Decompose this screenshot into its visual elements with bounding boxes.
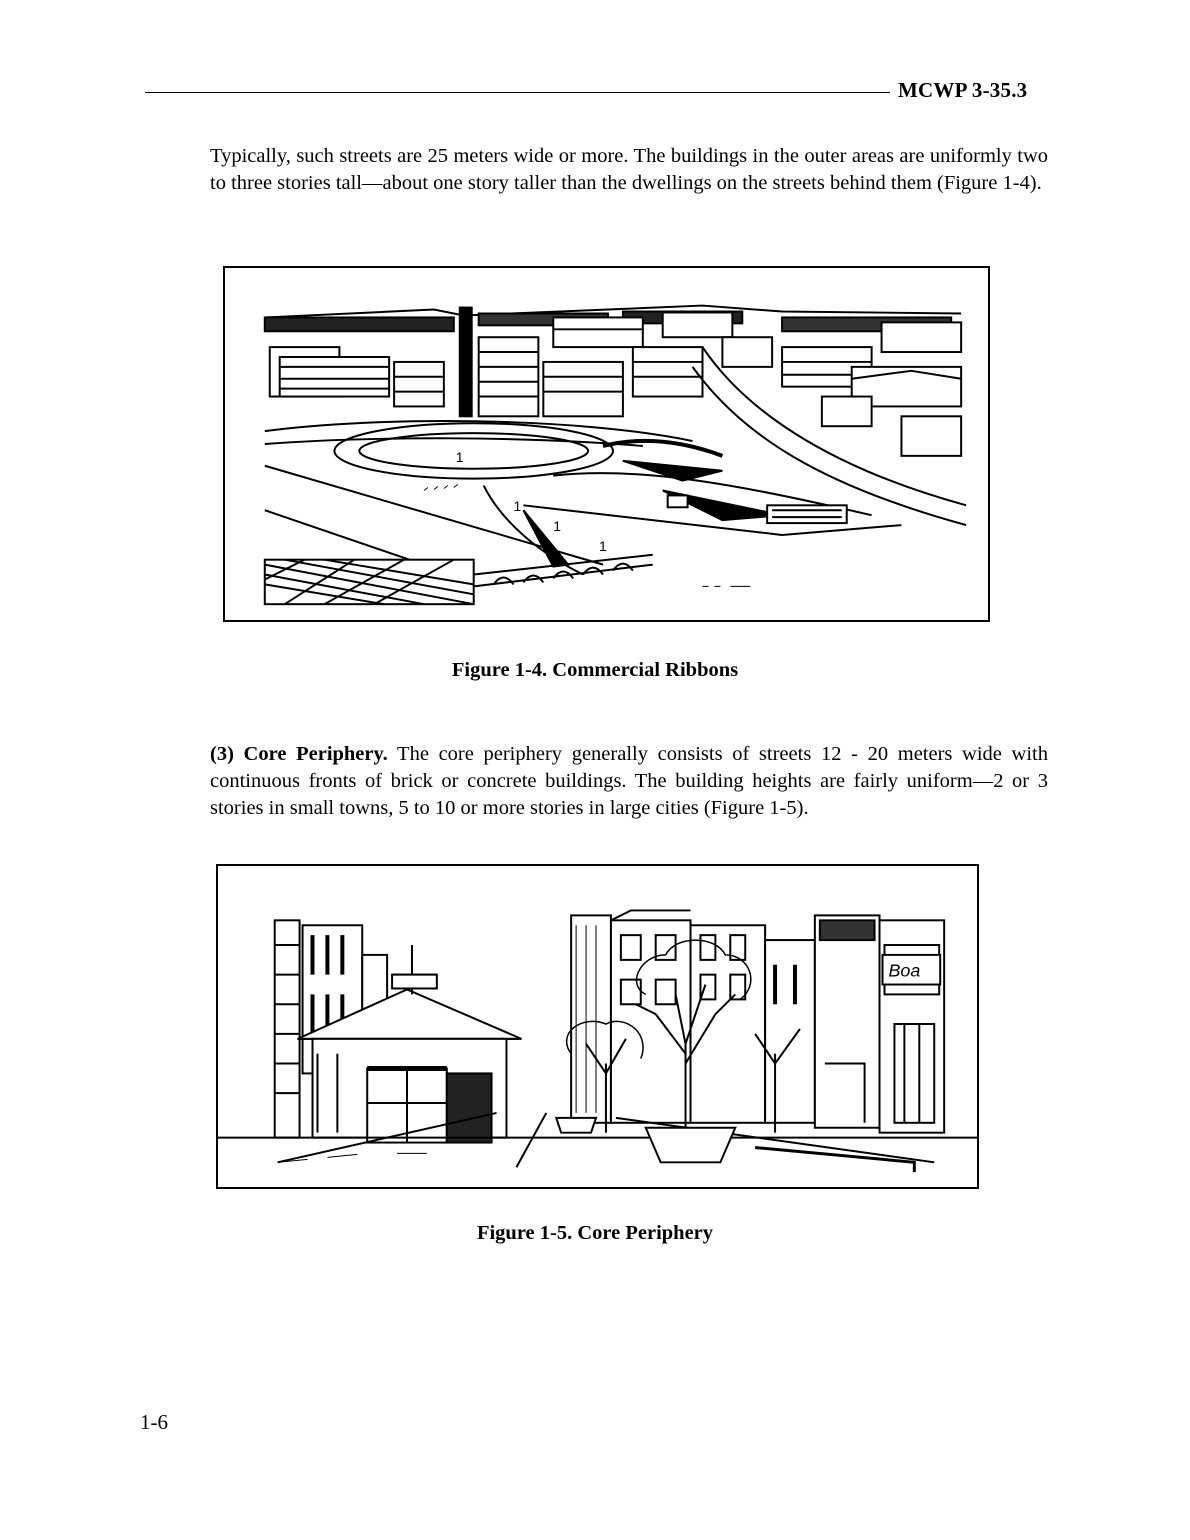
figure-1-4-caption: Figure 1-4. Commercial Ribbons xyxy=(451,659,739,681)
section-body: The core periphery generally consists of streets 12 - 20 meters wide with continuous fronts of brick or concrete buildings. The building heights are fairly uniform—2 or 3 stories in small towns, 5 to 10 or more stories in large cities (Figure 1-5). xyxy=(210,743,1048,819)
illustration-mark-2: 1 xyxy=(513,498,522,515)
core-periphery-illustration xyxy=(218,866,977,1187)
figure-1-5-caption: Figure 1-5. Core Periphery xyxy=(476,1222,714,1244)
illustration-mark-3: 1 xyxy=(553,518,562,535)
figure-core-periphery xyxy=(216,864,979,1189)
illustration-mark-1: 1 xyxy=(455,448,464,465)
header-rule xyxy=(145,92,890,93)
commercial-ribbons-illustration xyxy=(225,268,988,620)
body-paragraph-1: Typically, such streets are 25 meters wide or more. The buildings in the outer areas are uniformly two to three stories tall—about one story taller than the dwellings on the streets behind them (Figure 1-4). xyxy=(210,145,1048,194)
figure-commercial-ribbons xyxy=(223,266,990,622)
document-code: MCWP 3-35.3 xyxy=(898,78,1028,102)
body-paragraph-2 xyxy=(210,741,1048,822)
page-number: 1-6 xyxy=(140,1410,168,1434)
storefront-sign-text: Boa xyxy=(888,960,921,981)
section-heading: (3) Core Periphery. xyxy=(210,743,388,765)
illustration-mark-4: 1 xyxy=(599,537,607,554)
